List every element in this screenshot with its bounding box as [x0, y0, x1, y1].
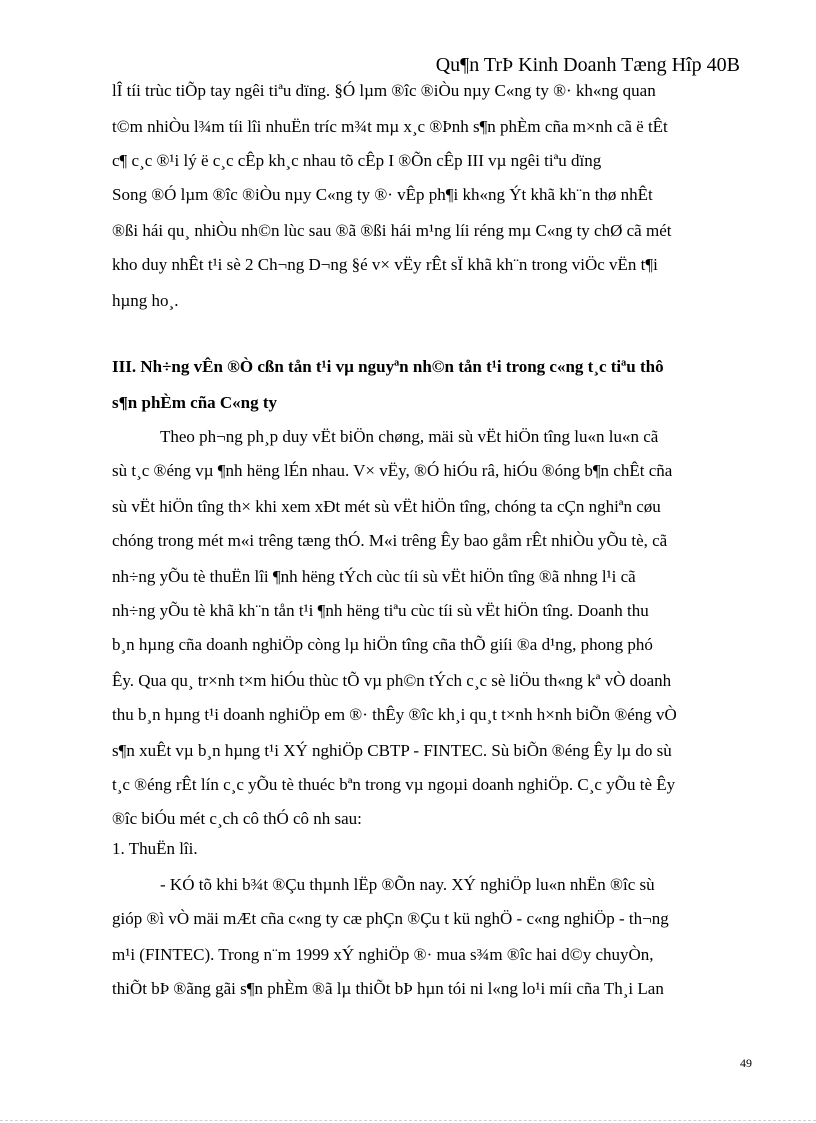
- page-number: 49: [740, 1056, 752, 1070]
- body-line: hµng ho¸.: [112, 291, 179, 310]
- body-line: Êy. Qua qu¸ tr×nh t×m hiÓu thùc tÕ vµ ph©n tÝch c¸c sè liÖu th«ng kª vÒ doanh: [112, 671, 672, 690]
- body-line: m¹i (FINTEC). Trong n¨m 1999 xÝ nghiÖp ®· mua s¾m ®îc hai d©y chuyÒn,: [112, 945, 654, 964]
- body-line: nh÷ng yÕu tè khã kh¨n tån t¹i ¶nh hëng tiªu cùc tíi sù vËt hiÖn tîng. Doanh thu: [112, 601, 649, 620]
- body-line: c¶ c¸c ®¹i lý ë c¸c cÊp kh¸c nhau tõ cÊp I ®Õn cÊp III vµ ngêi tiªu dïng: [112, 151, 602, 170]
- body-line: - KÓ tõ khi b¾t ®Çu thµnh lËp ®Õn nay. XÝ nghiÖp lu«n nhËn ®îc sù: [160, 875, 655, 894]
- section-heading: s¶n phÈm cña C«ng ty: [112, 393, 278, 412]
- body-line: nh÷ng yÕu tè thuËn lîi ¶nh hëng tÝch cùc tíi sù vËt hiÖn tîng ®ã nhng l¹i cã: [112, 567, 636, 586]
- body-line: ®îc biÓu mét c¸ch cô thÓ cô nh sau:: [112, 809, 362, 828]
- section-heading: III. Nh÷ng vÊn ®Ò cßn tån t¹i vµ nguyªn nh©n tån t¹i trong c«ng t¸c tiªu thô: [112, 357, 664, 376]
- body-line: sù t¸c ®éng vµ ¶nh hëng lÉn nhau. V× vËy, ®Ó hiÓu râ, hiÓu ®óng b¶n chÊt cña: [112, 461, 673, 480]
- body-line: Song ®Ó lµm ®îc ®iÒu nµy C«ng ty ®· vÊp ph¶i kh«ng Ýt khã kh¨n thø nhÊt: [112, 185, 653, 204]
- body-line: thu b¸n hµng t¹i doanh nghiÖp em ®· thÊy ®îc kh¸i qu¸t t×nh h×nh biÕn ®éng vÒ: [112, 705, 677, 724]
- page-header: Qu¶n TrÞ Kinh Doanh Tæng Hîp 40B: [435, 54, 740, 76]
- body-line: s¶n xuÊt vµ b¸n hµng t¹i XÝ nghiÖp CBTP - FINTEC. Sù biÕn ®éng Êy lµ do sù: [112, 741, 672, 760]
- body-line: sù vËt hiÖn tîng th× khi xem xÐt mét sù vËt hiÖn tîng, chóng ta cÇn nghiªn cøu: [112, 497, 661, 516]
- list-heading: 1. ThuËn lîi.: [112, 839, 198, 858]
- footer-divider: [0, 1120, 816, 1121]
- body-line: lÎ tíi trùc tiÕp tay ngêi tiªu dïng. §Ó lµm ®îc ®iÒu nµy C«ng ty ®· kh«ng quan: [112, 81, 656, 100]
- body-line: kho duy nhÊt t¹i sè 2 Ch¬ng D¬ng §é v× vËy rÊt sÏ khã kh¨n trong viÖc vËn t¶i: [112, 255, 658, 274]
- body-line: b¸n hµng cña doanh nghiÖp còng lµ hiÖn tîng cña thÕ giíi ®a d¹ng, phong phó: [112, 635, 653, 654]
- body-line: gióp ®ì vÒ mäi mÆt cña c«ng ty cæ phÇn ®Çu t kü nghÖ - c«ng nghiÖp - th¬ng: [112, 909, 669, 928]
- body-line: ®ßi hái qu¸ nhiÒu nh©n lùc sau ®ã ®ßi hái m¹ng líi réng mµ C«ng ty chØ cã mét: [112, 221, 672, 240]
- body-line: thiÕt bÞ ®ãng gãi s¶n phÈm ®ã lµ thiÕt bÞ hµn tói ni l«ng lo¹i míi cña Th¸i Lan: [112, 979, 664, 998]
- body-line: Theo ph¬ng ph¸p duy vËt biÖn chøng, mäi sù vËt hiÖn tîng lu«n lu«n cã: [160, 427, 659, 446]
- body-line: chóng trong mét m«i trêng tæng thÓ. M«i trêng Êy bao gåm rÊt nhiÒu yÕu tè, cã: [112, 531, 668, 550]
- body-line: t¸c ®éng rÊt lín c¸c yÕu tè thuéc bªn trong vµ ngoµi doanh nghiÖp. C¸c yÕu tè Êy: [112, 775, 676, 794]
- body-line: t©m nhiÒu l¾m tíi lîi nhuËn tríc m¾t mµ x¸c ®Þnh s¶n phÈm cña m×nh cã ë tÊt: [112, 117, 668, 136]
